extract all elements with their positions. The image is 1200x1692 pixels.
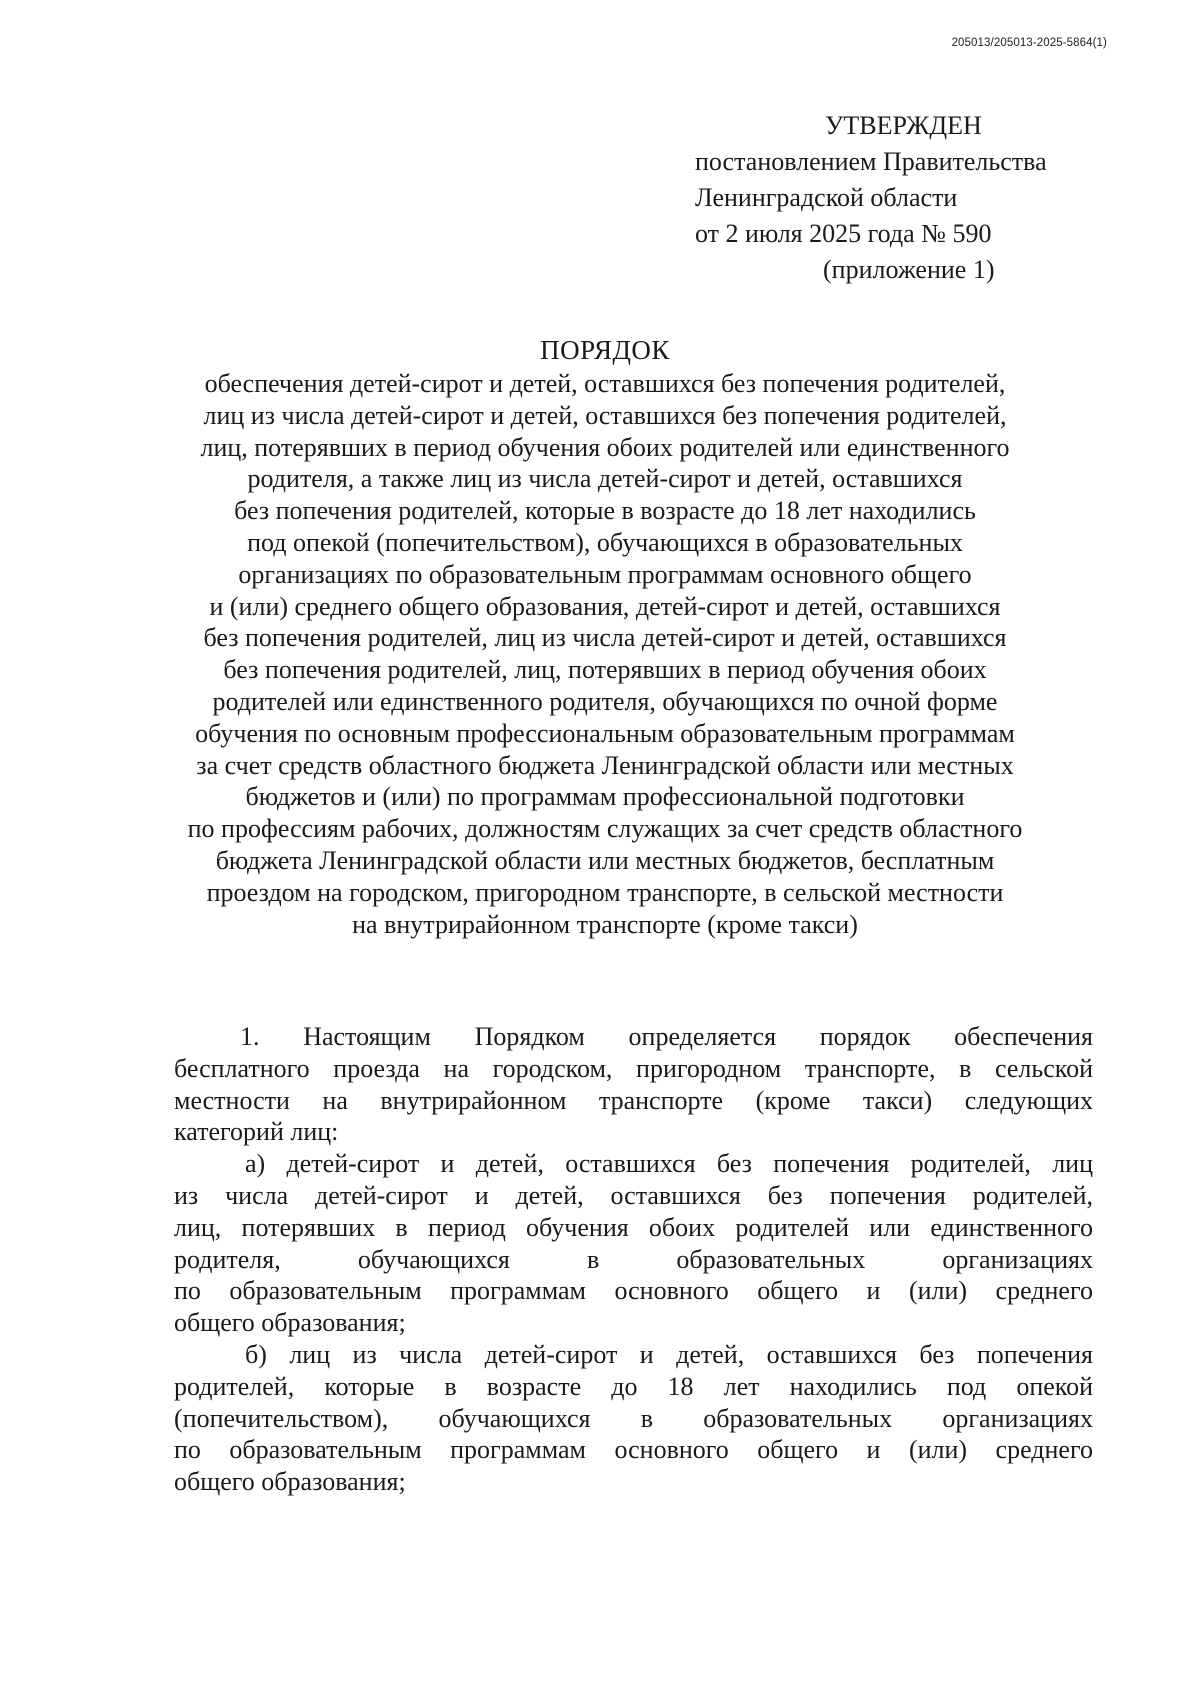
clause-1 — [174, 1021, 1093, 1148]
document-body — [174, 1021, 1093, 1498]
title-line: организациях по образовательным программам основного общего — [238, 559, 972, 589]
item-b-line: родителей, которые в возрасте до 18 лет находились под опекой — [174, 1371, 1093, 1401]
item-a-line: общего образования; — [174, 1308, 406, 1338]
document-title — [140, 332, 1070, 940]
clause-1-line: местности на внутрирайонном транспорте (кроме такси) следующих — [174, 1085, 1093, 1115]
title-line: бюджета Ленинградской области или местных бюджетов, бесплатным — [215, 845, 995, 875]
title-heading: ПОРЯДОК — [540, 335, 670, 365]
approval-approved: УТВЕРЖДЕН — [825, 111, 982, 140]
item-a-line: родителя, обучающихся в образовательных организациях — [174, 1244, 1093, 1274]
approval-appendix: (приложение 1) — [823, 255, 995, 284]
item-b-line: общего образования; — [174, 1467, 406, 1497]
title-line: проездом на городском, пригородном транспорте, в сельской местности — [206, 877, 1004, 907]
item-b-line: (попечительством), обучающихся в образовательных организациях — [174, 1403, 1093, 1433]
title-line: под опекой (попечительством), обучающихся в образовательных — [247, 527, 963, 557]
title-line: без попечения родителей, лиц из числа детей-сирот и детей, оставшихся — [203, 623, 1007, 653]
title-line: на внутрирайонном транспорте (кроме такси) — [352, 909, 858, 939]
approval-region: Ленинградской области — [695, 183, 958, 212]
item-b — [174, 1339, 1093, 1498]
title-line: без попечения родителей, лиц, потерявших в период обучения обоих — [223, 655, 987, 685]
clause-1-line: 1. Настоящим Порядком определяется порядок обеспечения — [240, 1022, 1093, 1051]
approval-by-line: постановлением Правительства — [695, 147, 1047, 176]
title-line: бюджетов и (или) по программам профессиональной подготовки — [245, 782, 965, 812]
title-lines — [140, 368, 1070, 940]
title-line: обеспечения детей-сирот и детей, оставшихся без попечения родителей, — [204, 369, 1006, 398]
item-a-line: лиц, потерявших в период обучения обоих родителей или единственного — [174, 1212, 1093, 1242]
title-line: обучения по основным профессиональным образовательным программам — [195, 718, 1015, 748]
item-b-line: б) лиц из числа детей-сирот и детей, оставшихся без попечения — [245, 1339, 1093, 1369]
title-line: за счет средств областного бюджета Ленинградской области или местных — [196, 750, 1014, 780]
item-b-line: по образовательным программам основного общего и (или) среднего — [174, 1435, 1093, 1465]
document-id: 205013/205013-2025-5864(1) — [951, 37, 1107, 49]
approval-stamp — [695, 108, 1115, 288]
item-a-line: по образовательным программам основного общего и (или) среднего — [174, 1276, 1093, 1306]
item-a — [174, 1148, 1093, 1339]
title-line: по профессиям рабочих, должностям служащих за счет средств областного — [187, 814, 1023, 844]
title-line: без попечения родителей, которые в возрасте до 18 лет находились — [234, 496, 976, 526]
item-a-line: а) детей-сирот и детей, оставшихся без попечения родителей, лиц — [245, 1149, 1093, 1179]
title-line: родителя, а также лиц из числа детей-сирот и детей, оставшихся — [247, 464, 963, 494]
approval-date-number: от 2 июля 2025 года № 590 — [695, 219, 992, 248]
title-line: родителей или единственного родителя, обучающихся по очной форме — [212, 686, 998, 716]
clause-1-line: категорий лиц: — [174, 1117, 339, 1147]
title-line: и (или) среднего общего образования, детей-сирот и детей, оставшихся — [209, 591, 1001, 621]
item-a-line: из числа детей-сирот и детей, оставшихся без попечения родителей, — [174, 1180, 1093, 1210]
clause-1-line: бесплатного проезда на городском, пригородном транспорте, в сельской — [174, 1053, 1093, 1083]
title-line: лиц из числа детей-сирот и детей, оставшихся без попечения родителей, — [203, 400, 1007, 430]
title-line: лиц, потерявших в период обучения обоих родителей или единственного — [200, 432, 1010, 462]
